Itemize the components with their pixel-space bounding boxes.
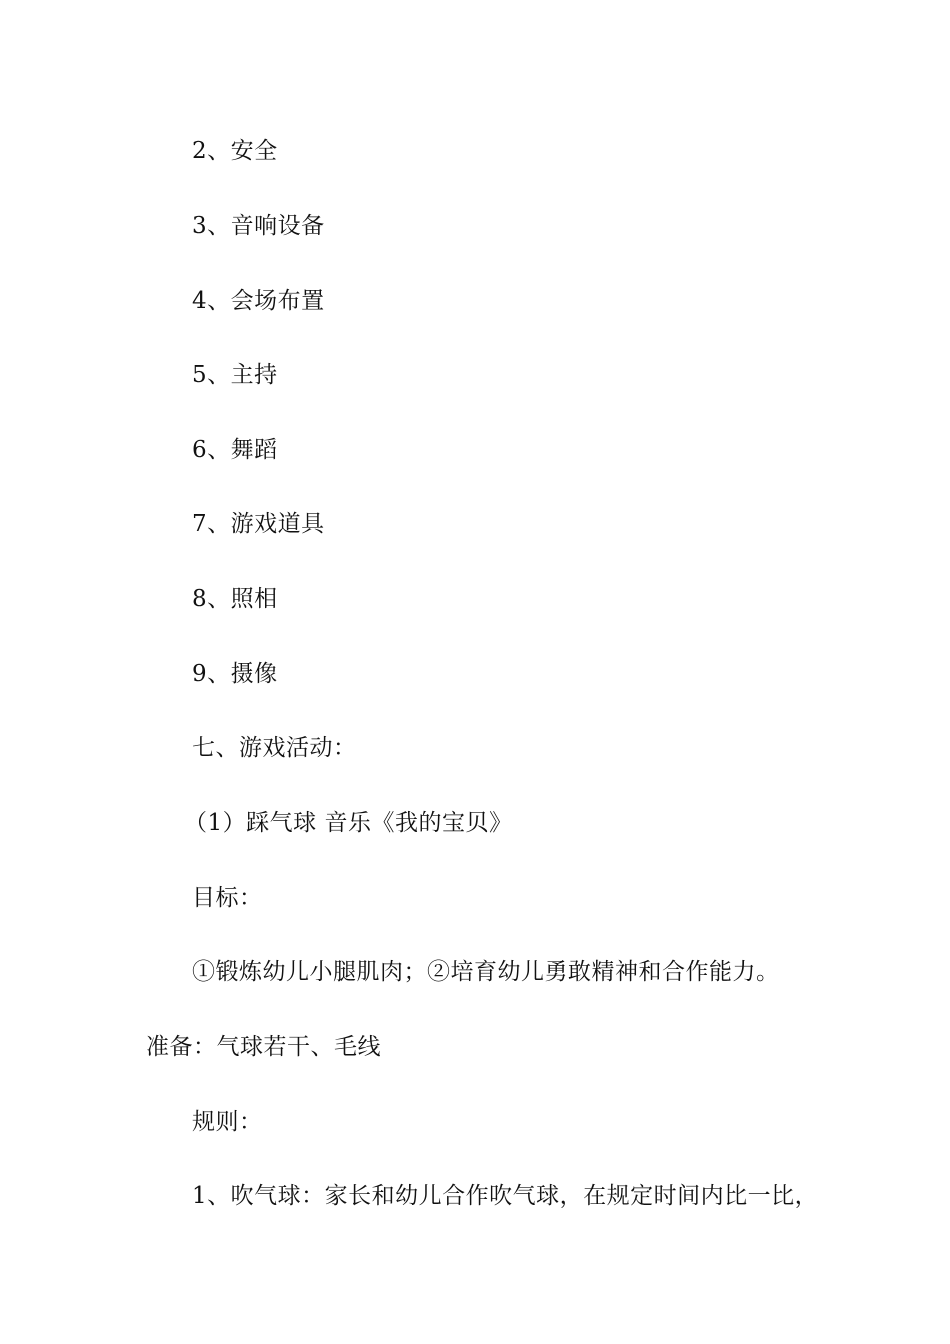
goal-label: 目标： xyxy=(192,885,263,911)
rule-item-1: 1、吹气球：家长和幼儿合作吹气球，在规定时间内比一比， xyxy=(192,1183,819,1209)
list-item-dance: 6、舞蹈 xyxy=(192,437,278,463)
list-item-video: 9、摄像 xyxy=(192,661,278,687)
game-title: （1）踩气球 音乐《我的宝贝》 xyxy=(184,810,513,836)
list-item-safety: 2、安全 xyxy=(192,138,278,164)
goal-text: ①锻炼幼儿小腿肌肉；②培育幼儿勇敢精神和合作能力。 xyxy=(192,959,780,985)
preparation-text: 准备：气球若干、毛线 xyxy=(146,1034,381,1060)
list-item-photography: 8、照相 xyxy=(192,586,278,612)
rules-label: 规则： xyxy=(192,1109,263,1135)
list-item-host: 5、主持 xyxy=(192,362,278,388)
section-heading-game-activities: 七、游戏活动： xyxy=(192,735,357,761)
list-item-audio-equipment: 3、音响设备 xyxy=(192,213,325,239)
list-item-game-props: 7、游戏道具 xyxy=(192,511,325,537)
list-item-venue-setup: 4、会场布置 xyxy=(192,288,325,314)
